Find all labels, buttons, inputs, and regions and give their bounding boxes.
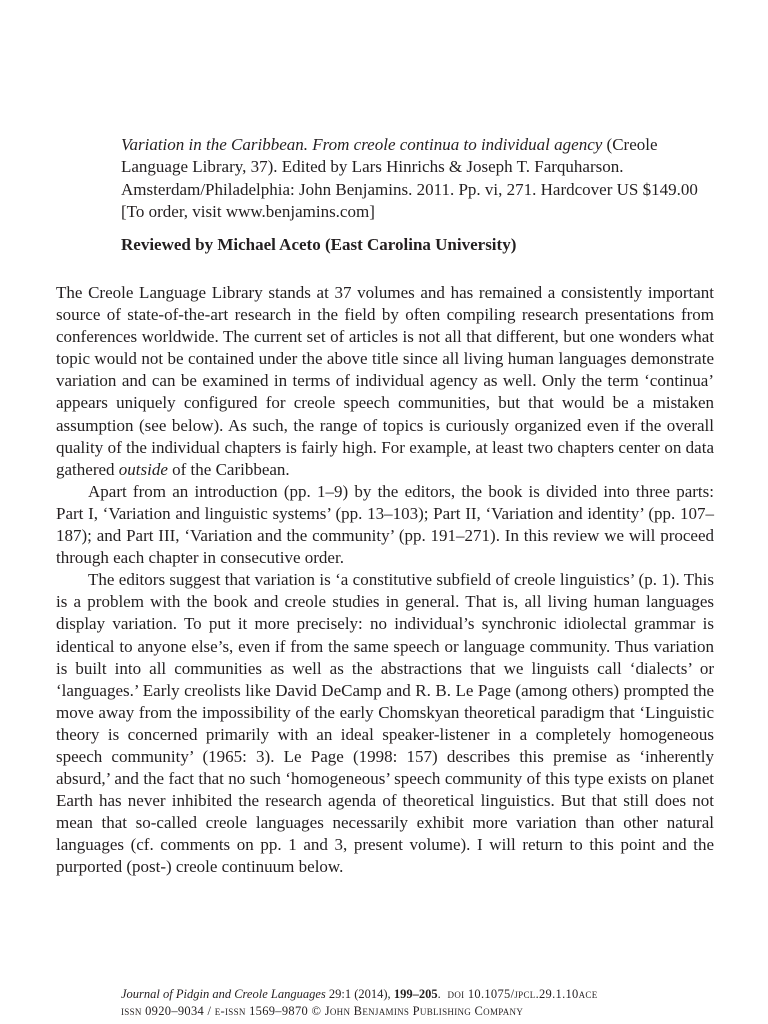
page-footer xyxy=(121,986,721,1020)
footer-citation-line xyxy=(121,986,721,1003)
book-details: (Creole Language Library, 37). Edited by Lars Hinrichs & Joseph T. Farquharson. Amsterdam/Philadelphia: John Benjamins. 2011. Pp. vi, 271. Hardcover US $149.00 [To order, visit www.benjamins.com] xyxy=(121,135,698,221)
paragraph-1-emphasis: outside xyxy=(118,459,168,479)
page-range: 199–205 xyxy=(393,987,438,1001)
review-body xyxy=(56,282,714,879)
paragraph-1 xyxy=(56,282,714,481)
book-title: Variation in the Caribbean. From creole continua to individual agency xyxy=(121,135,603,154)
paragraph-1-text: The Creole Language Library stands at 37 volumes and has remained a consistently important source of state-of-the-art research in the field by often compiling research presentations from conferences worldwide. The current set of articles is not all that different, but one wonders what topic would not be contained under the above title since all living human languages demonstrate variation and can be examined in terms of individual agency as well. Only the term ‘continua’ appears uniquely configured for creole speech communities, but that would be a mistaken assumption (see below). As such, the range of topics is curiously organized even if the overall quality of the individual chapters is fairly high. For example, at least two chapters center on data gathered xyxy=(56,283,714,479)
paragraph-2: Apart from an introduction (pp. 1–9) by the editors, the book is divided into three parts: Part I, ‘Variation and linguistic systems’ (pp. 13–103); Part II, ‘Variation and identity’ (pp. 107–187); and Part III, ‘Variation and the community’ (pp. 191–271). In this review we will proceed through each chapter in consecutive order. xyxy=(56,481,714,568)
book-citation xyxy=(121,134,721,223)
journal-volume: 29:1 (2014), xyxy=(325,987,394,1001)
issn-line: issn 0920–9034 / e-issn 1569–9870 © John Benjamins Publishing Company xyxy=(121,1004,524,1018)
journal-name: Journal of Pidgin and Creole Languages xyxy=(121,987,326,1001)
paragraph-3: The editors suggest that variation is ‘a constitutive subfield of creole linguistics’ (p. 1). This is a problem with the book and creole studies in general. That is, all living human languages display variation. To put it more precisely: no individual’s synchronic idiolectal grammar is identical to anyone else’s, even if from the same speech or language community. Thus variation is built into all communities as well as the abstractions that we linguists call ‘dialects’ or ‘languages.’ Early creolists like David DeCamp and R. B. Le Page (among others) prompted the move away from the impossibility of the early Chomskyan theoretical paradigm that ‘Linguistic theory is concerned primarily with an ideal speaker-listener in a completely homogeneous speech community’ (1965: 3). Le Page (1998: 157) describes this premise as ‘inherently absurd,’ and the fact that no such ‘homogeneous’ speech community of this type exists on planet Earth has never inhibited the research agenda of theoretical linguistics. But that still does not mean that so-called creole languages necessarily exhibit more variation than other natural languages (cf. comments on pp. 1 and 3, present volume). I will return to this point and the purported (post-) creole continuum below. xyxy=(56,570,714,877)
doi: . doi 10.1075/jpcl.29.1.10ace xyxy=(437,987,598,1001)
reviewer-line: Reviewed by Michael Aceto (East Carolina University) xyxy=(121,235,517,254)
paragraph-1-end: of the Caribbean. xyxy=(167,459,290,479)
